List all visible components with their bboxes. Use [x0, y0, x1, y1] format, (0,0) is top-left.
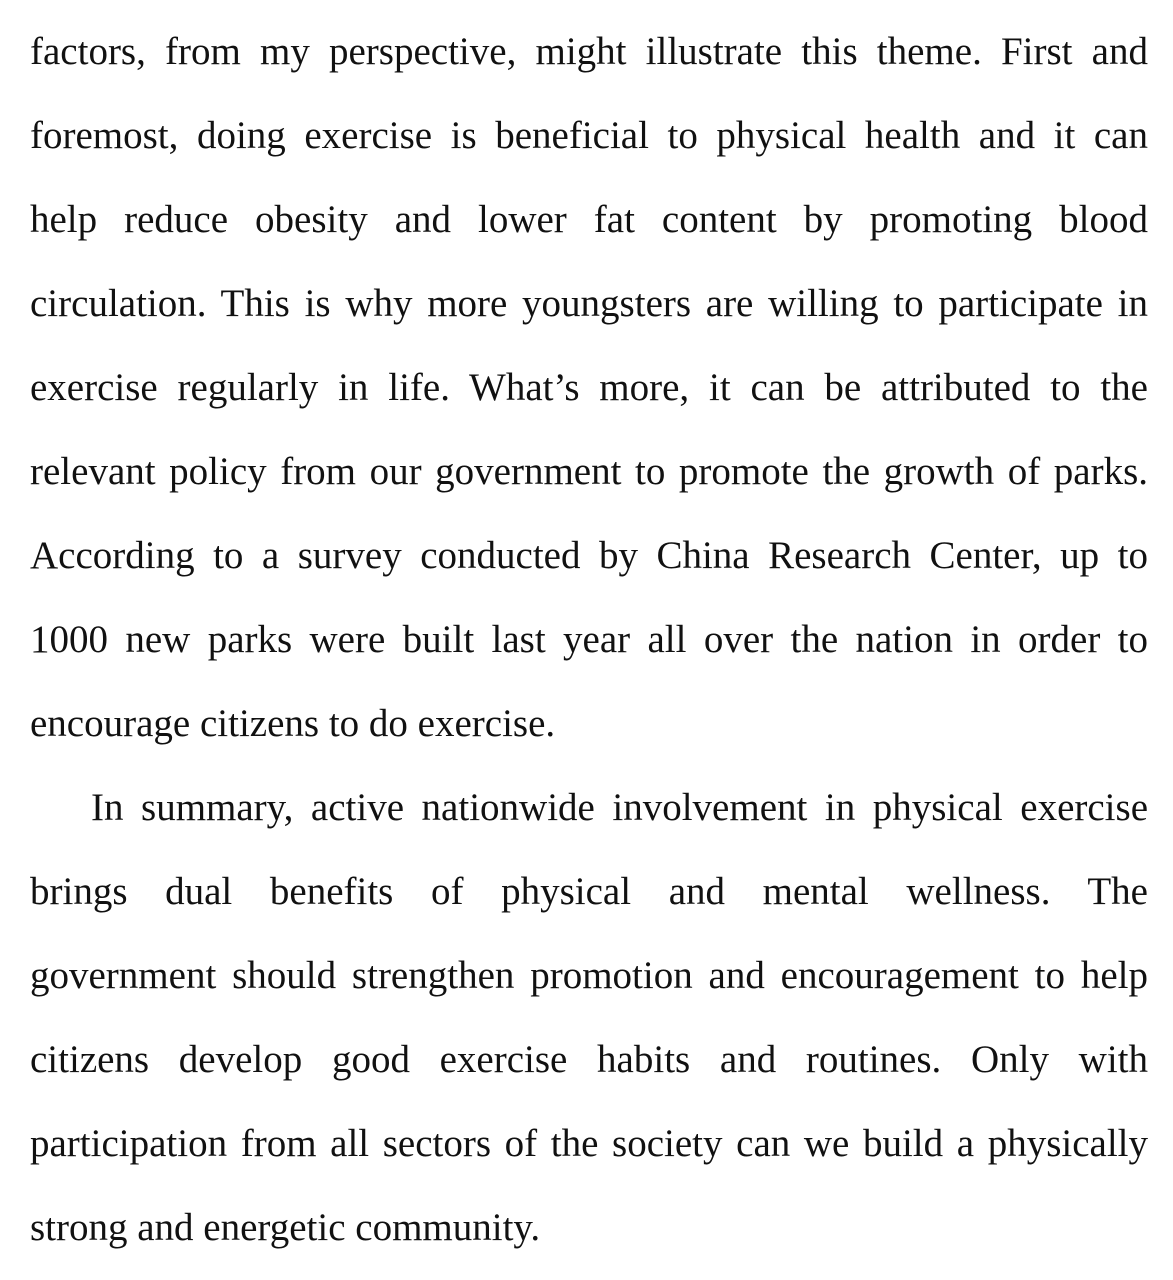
paragraph-1	[30, 10, 1148, 766]
text-line: relevant policy from our government to promote the growth of parks.	[30, 450, 1148, 493]
text-line: brings dual benefits of physical and mental wellness. The	[30, 870, 1148, 913]
text-line: circulation. This is why more youngsters are willing to participate in	[30, 282, 1148, 325]
text-line: factors, from my perspective, might illustrate this theme. First and	[30, 30, 1148, 73]
text-line: In summary, active nationwide involvement in physical exercise	[91, 786, 1148, 829]
text-line: participation from all sectors of the society can we build a physically	[30, 1122, 1148, 1165]
text-line: strong and energetic community.	[30, 1206, 541, 1249]
text-line: foremost, doing exercise is beneficial to physical health and it can	[30, 114, 1148, 157]
paragraph-2	[30, 766, 1148, 1270]
text-line: exercise regularly in life. What’s more, it can be attributed to the	[30, 366, 1148, 409]
text-line: encourage citizens to do exercise.	[30, 702, 556, 745]
document-page	[30, 10, 1148, 1270]
text-line: citizens develop good exercise habits and routines. Only with	[30, 1038, 1148, 1081]
text-line: help reduce obesity and lower fat content by promoting blood	[30, 198, 1148, 241]
text-line: According to a survey conducted by China Research Center, up to	[30, 534, 1148, 577]
text-line: government should strengthen promotion and encouragement to help	[30, 954, 1148, 997]
text-line: 1000 new parks were built last year all over the nation in order to	[30, 618, 1148, 661]
